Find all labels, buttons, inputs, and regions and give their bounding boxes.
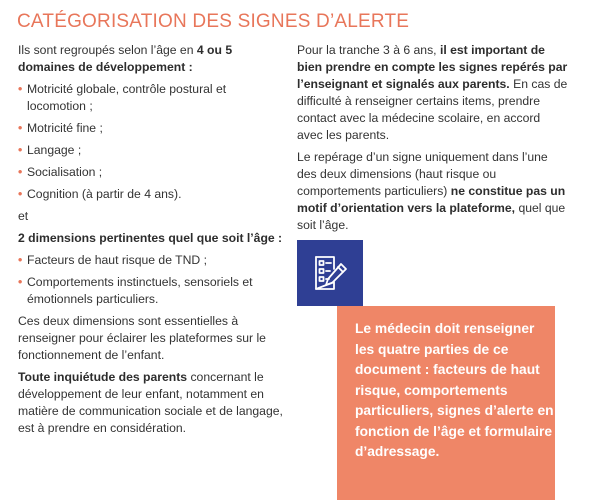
bullet-icon: • bbox=[18, 121, 23, 135]
doctor-note-text: Le médecin doit renseigner les quatre parties de ce document : facteurs de haut risque, comportements particuliers, signes d’alerte en fonction de l’âge et formulaire d’adressage. bbox=[355, 321, 554, 459]
doctor-note-box bbox=[337, 306, 555, 500]
bullet-icon: • bbox=[18, 143, 23, 157]
checklist-pencil-icon bbox=[310, 252, 350, 294]
bullet-icon: • bbox=[18, 253, 23, 267]
bullet-icon: • bbox=[18, 165, 23, 179]
list-item: • Cognition (à partir de 4 ans). bbox=[18, 187, 182, 201]
conjunction-et: et bbox=[18, 209, 29, 223]
bullet-icon: • bbox=[18, 275, 23, 289]
dimensions-heading: 2 dimensions pertinentes quel que soit l’âge : bbox=[18, 231, 283, 245]
dimensions-list bbox=[18, 252, 286, 308]
list-item: • Socialisation ; bbox=[18, 165, 103, 179]
domains-list bbox=[18, 81, 286, 203]
age-3-6-paragraph: Pour la tranche 3 à 6 ans, il est important de bien prendre en compte les signes repérés par l’enseignant et signalés aux parents. En cas de difficulté à renseigner certains items, prendre contact avec la médecine scolaire, en accord avec les parents. bbox=[297, 43, 568, 142]
orientation-paragraph: Le repérage d’un signe uniquement dans l’une des deux dimensions (haut risque ou comportements particuliers) ne constitue pas un motif d’orientation vers la plateforme, quel que soit l’âge. bbox=[297, 150, 566, 232]
checklist-icon-box bbox=[297, 240, 363, 306]
essential-paragraph: Ces deux dimensions sont essentielles à renseigner pour éclairer les plateformes sur le fonctionnement de l’enfant. bbox=[18, 314, 266, 362]
page-title: CATÉGORISATION DES SIGNES D’ALERTE bbox=[17, 11, 410, 32]
list-item: • Motricité globale, contrôle postural et locomotion ; bbox=[18, 82, 227, 113]
bullet-icon: • bbox=[18, 82, 23, 96]
right-column bbox=[297, 42, 569, 239]
bullet-icon: • bbox=[18, 187, 23, 201]
list-item: • Comportements instinctuels, sensoriels et émotionnels particuliers. bbox=[18, 275, 253, 306]
list-item: • Facteurs de haut risque de TND ; bbox=[18, 253, 207, 267]
list-item: • Motricité fine ; bbox=[18, 121, 103, 135]
left-column bbox=[18, 42, 286, 442]
list-item: • Langage ; bbox=[18, 143, 82, 157]
intro-paragraph: Ils sont regroupés selon l’âge en 4 ou 5 domaines de développement : bbox=[18, 43, 233, 74]
parents-paragraph: Toute inquiétude des parents concernant le développement de leur enfant, notamment en matière de communication sociale et de langage, est à prendre en considération. bbox=[18, 370, 283, 435]
